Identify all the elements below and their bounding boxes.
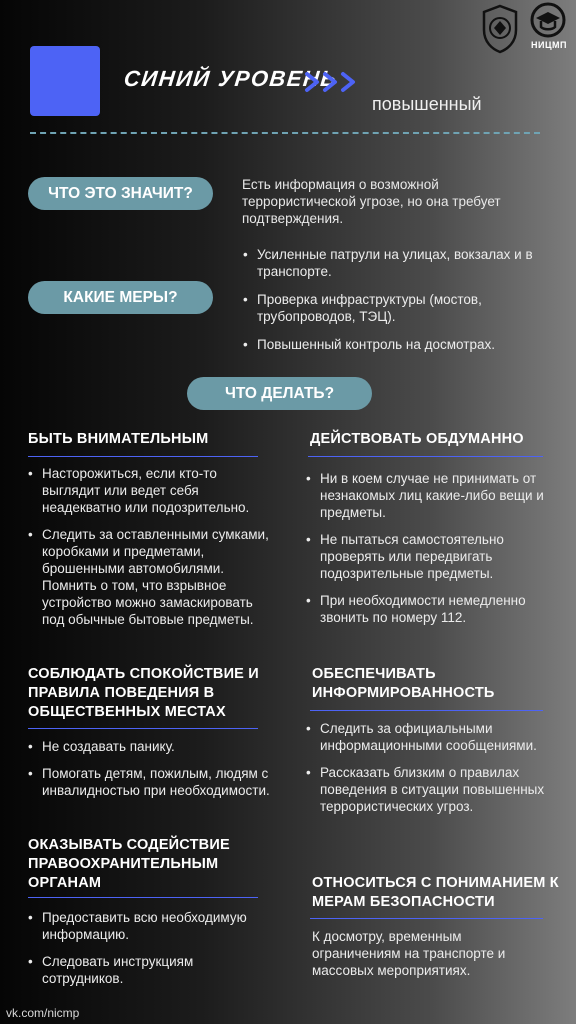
footer-source-link[interactable]: vk.com/nicmp: [6, 1006, 80, 1020]
measures-list: [241, 246, 551, 364]
list-item: • При необходимости немедленно звонить по номеру 112.: [304, 592, 554, 626]
list-item: • Не пытаться самостоятельно проверять или передвигать подозрительные предметы.: [304, 531, 554, 582]
list-item: • Следить за официальными информационными сообщениями.: [304, 720, 554, 754]
what-it-means-text: Есть информация о возможной террористической угрозе, но она требует подтверждения.: [242, 177, 501, 226]
list-item: • Рассказать близким о правилах поведения в ситуации повышенных террористических угроз.: [304, 764, 554, 815]
what-to-do-pill: ЧТО ДЕЛАТЬ?: [187, 377, 372, 410]
logo-label: НИЦМП: [530, 40, 567, 50]
section-underline: [28, 456, 258, 457]
stay-calm-list: [26, 738, 276, 809]
list-item: • Проверка инфраструктуры (мостов, трубопроводов, ТЭЦ).: [241, 291, 551, 325]
stay-informed-list: [304, 720, 554, 825]
level-subtitle: повышенный: [372, 94, 482, 114]
section-underline: [28, 728, 258, 729]
blue-level-square: [30, 46, 100, 116]
section-title-act-wisely: ДЕЙСТВОВАТЬ ОБДУМАННО: [310, 431, 524, 447]
section-title-stay-calm: СОБЛЮДАТЬ СПОКОЙСТВИЕ И ПРАВИЛА ПОВЕДЕНИЯ В ОБЩЕСТВЕННЫХ МЕСТАХ: [28, 666, 259, 720]
dashed-divider: [30, 132, 540, 134]
understand-security-text: К досмотру, временным ограничениям на транспорте и массовых мероприятиях.: [312, 929, 506, 978]
section-underline: [310, 710, 543, 711]
level-title: СИНИЙ УРОВЕНЬ: [122, 66, 339, 91]
list-item: • Предоставить всю необходимую информацию.: [26, 909, 276, 943]
list-item: • Насторожиться, если кто-то выглядит или ведет себя неадекватно или подозрительно.: [26, 465, 276, 516]
measures-pill: КАКИЕ МЕРЫ?: [28, 281, 213, 314]
section-title-assist-authorities: ОКАЗЫВАТЬ СОДЕЙСТВИЕ ПРАВООХРАНИТЕЛЬНЫМ ОРГАНАМ: [28, 837, 230, 891]
section-title-stay-informed: ОБЕСПЕЧИВАТЬ ИНФОРМИРОВАННОСТЬ: [312, 666, 495, 701]
assist-authorities-list: [26, 909, 276, 997]
emblem-shield-logo: [480, 4, 520, 54]
list-item: • Усиленные патрули на улицах, вокзалах и в транспорте.: [241, 246, 551, 280]
list-item: • Ни в коем случае не принимать от незнакомых лиц какие-либо вещи и предметы.: [304, 470, 554, 521]
be-attentive-list: [26, 465, 276, 638]
section-underline: [28, 897, 258, 898]
list-item: • Следить за оставленными сумками, коробками и предметами, брошенными автомобилями. Помнить о том, что взрывное устройство можно замаскировать под обычные бытовые предметы.: [26, 526, 276, 628]
list-item: • Следовать инструкциям сотрудников.: [26, 953, 276, 987]
section-title-be-attentive: БЫТЬ ВНИМАТЕЛЬНЫМ: [28, 431, 209, 447]
what-it-means-pill: ЧТО ЭТО ЗНАЧИТ?: [28, 177, 213, 210]
list-item: • Не создавать панику.: [26, 738, 276, 755]
section-underline: [308, 456, 543, 457]
section-title-understand-security: ОТНОСИТЬСЯ С ПОНИМАНИЕМ К МЕРАМ БЕЗОПАСНОСТИ: [312, 875, 559, 910]
list-item: • Помогать детям, пожилым, людям с инвалидностью при необходимости.: [26, 765, 276, 799]
act-wisely-list: [304, 470, 554, 636]
graduation-cap-logo: [528, 2, 568, 38]
list-item: • Повышенный контроль на досмотрах.: [241, 336, 551, 353]
chevrons-right-icon: [304, 70, 362, 94]
section-underline: [310, 918, 543, 919]
